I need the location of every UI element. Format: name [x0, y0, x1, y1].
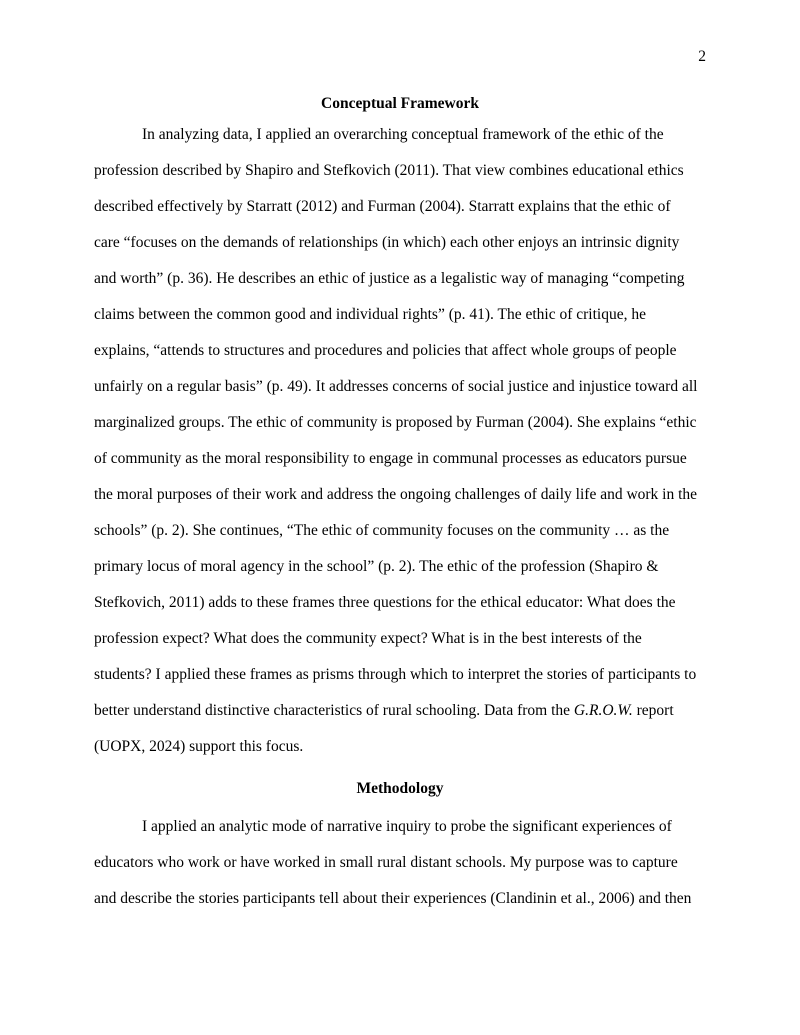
text-line: Stefkovich, 2011) adds to these frames three questions for the ethical educator: What does the	[94, 594, 676, 611]
text-line: profession expect? What does the community expect? What is in the best interests of the	[94, 630, 642, 647]
text-segment: report	[632, 702, 674, 719]
paragraph-conceptual-framework	[94, 117, 706, 765]
text-line: and describe the stories participants tell about their experiences (Clandinin et al., 2006) and then	[94, 890, 692, 907]
text-line: schools” (p. 2). She continues, “The ethic of community focuses on the community … as the	[94, 522, 670, 539]
text-segment: better understand distinctive characteristics of rural schooling. Data from the	[94, 702, 574, 719]
text-line: (UOPX, 2024) support this focus.	[94, 738, 304, 755]
text-line: the moral purposes of their work and address the ongoing challenges of daily life and work in the	[94, 486, 698, 503]
text-line: students? I applied these frames as prisms through which to interpret the stories of participants to	[94, 666, 697, 683]
page-number: 2	[698, 48, 706, 65]
report-title-italic: G.R.O.W.	[573, 702, 633, 719]
text-line	[94, 693, 706, 729]
text-line: and worth” (p. 36). He describes an ethic of justice as a legalistic way of managing “competing	[94, 270, 685, 287]
section-heading-methodology: Methodology	[356, 780, 444, 797]
section-heading-conceptual-framework: Conceptual Framework	[321, 95, 479, 112]
paragraph-methodology	[94, 809, 706, 917]
text-line: profession described by Shapiro and Stefkovich (2011). That view combines educational ethics	[94, 162, 684, 179]
text-line: unfairly on a regular basis” (p. 49). It addresses concerns of social justice and injustice toward all	[94, 378, 698, 395]
text-line: I applied an analytic mode of narrative inquiry to probe the significant experiences of	[142, 818, 672, 835]
text-line: marginalized groups. The ethic of community is proposed by Furman (2004). She explains “ethic	[94, 414, 697, 431]
text-line: care “focuses on the demands of relationships (in which) each other enjoys an intrinsic dignity	[94, 234, 680, 251]
text-line: educators who work or have worked in small rural distant schools. My purpose was to capture	[94, 854, 678, 871]
text-line: In analyzing data, I applied an overarching conceptual framework of the ethic of the	[142, 126, 664, 143]
text-line: explains, “attends to structures and procedures and policies that affect whole groups of people	[94, 342, 677, 359]
document-body	[94, 90, 706, 917]
text-line: of community as the moral responsibility to engage in communal processes as educators pursue	[94, 450, 687, 467]
text-line: claims between the common good and individual rights” (p. 41). The ethic of critique, he	[94, 306, 646, 323]
text-line: described effectively by Starratt (2012) and Furman (2004). Starratt explains that the ethic of	[94, 198, 671, 215]
text-line: primary locus of moral agency in the school” (p. 2). The ethic of the profession (Shapiro &	[94, 558, 659, 575]
